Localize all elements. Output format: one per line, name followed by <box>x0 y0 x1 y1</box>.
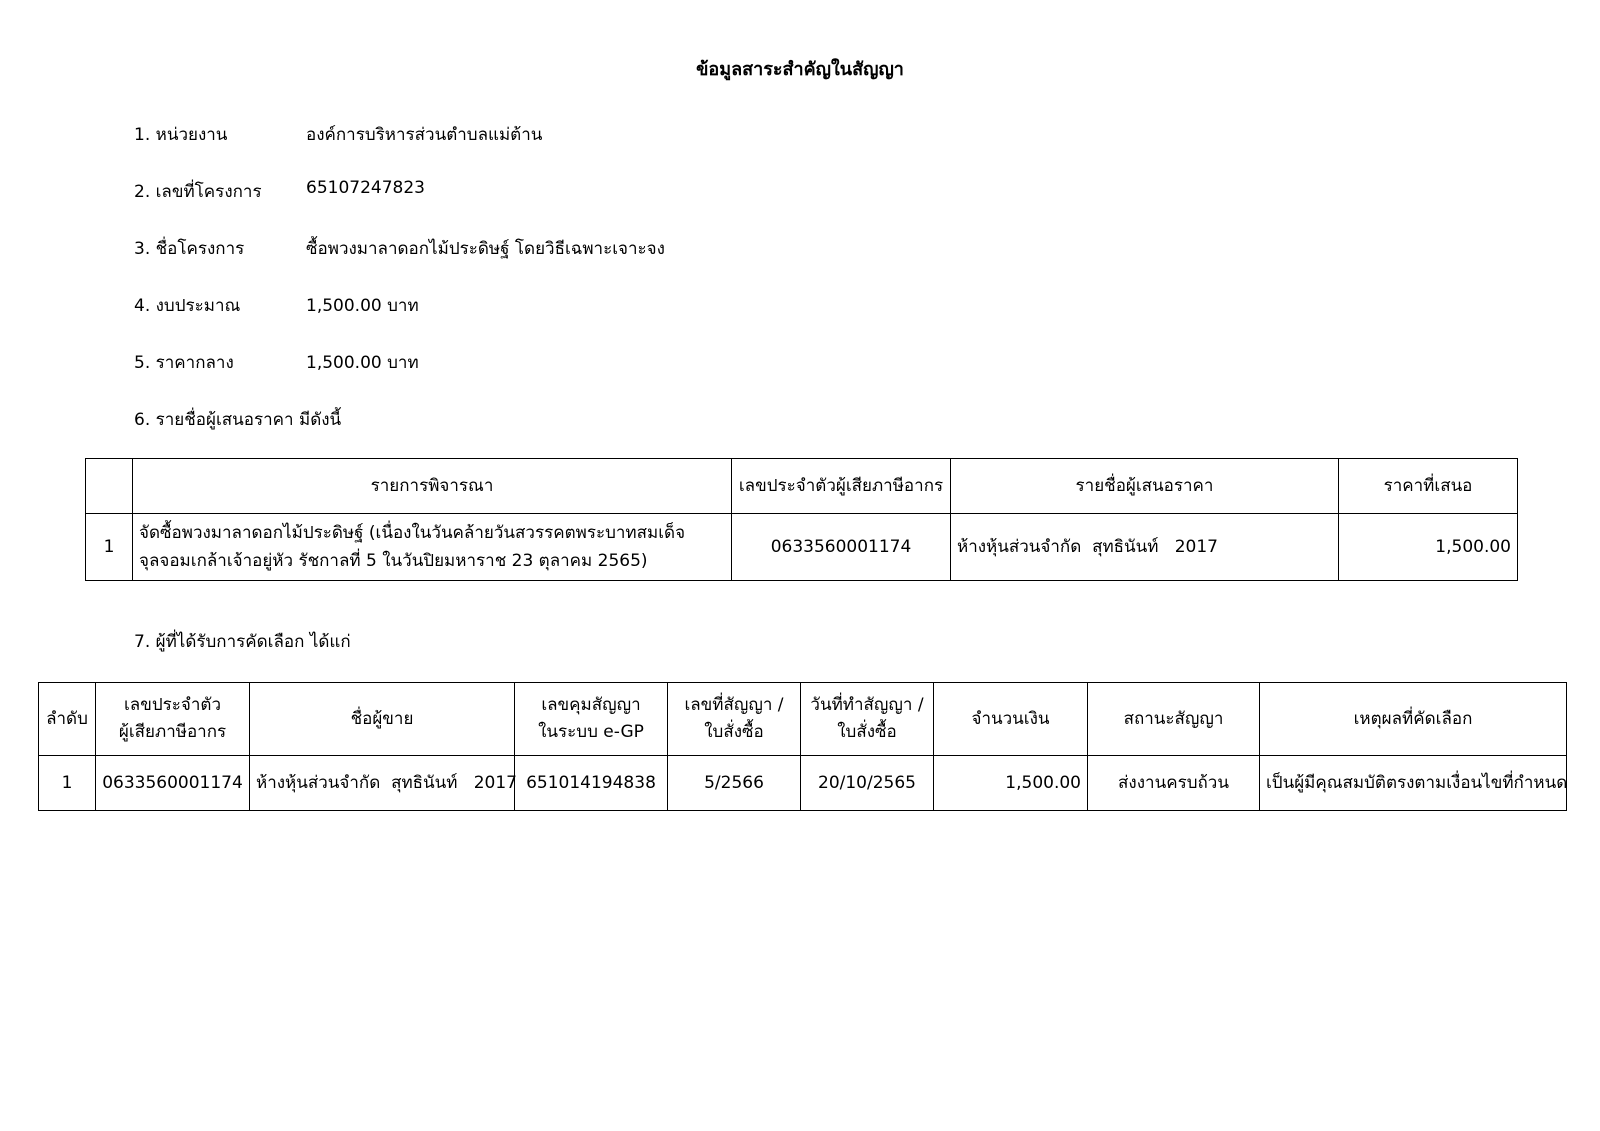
item-line-1: จัดซื้อพวงมาลาดอกไม้ประดิษฐ์ (เนื่องในวันคล้ายวันสวรรคตพระบาทสมเด็จ <box>139 523 686 543</box>
contract-date: 20/10/2565 <box>801 756 934 811</box>
winners-table <box>38 682 1567 811</box>
header-control-no <box>515 683 668 756</box>
row-number: 1 <box>86 514 133 581</box>
info-label: 1. หน่วยงาน <box>134 125 228 145</box>
header-cell: เลขประจำตัวผู้เสียภาษีอากร <box>732 459 951 514</box>
header-line: เลขคุมสัญญา <box>541 695 641 715</box>
info-value: 1,500.00 บาท <box>306 296 419 316</box>
table-row <box>39 756 1567 811</box>
header-line: ในระบบ e-GP <box>538 722 644 742</box>
header-line: ผู้เสียภาษีอากร <box>118 722 227 742</box>
tax-id: 0633560001174 <box>96 756 250 811</box>
info-label: 2. เลขที่โครงการ <box>134 182 262 202</box>
bid-price: 1,500.00 <box>1339 514 1518 581</box>
header-line: เลขประจำตัว <box>124 695 221 715</box>
bidders-table <box>85 458 1518 581</box>
header-line: วันที่ทำสัญญา / <box>810 695 924 715</box>
section-6-heading: 6. รายชื่อผู้เสนอราคา มีดังนี้ <box>134 410 342 430</box>
tax-id: 0633560001174 <box>732 514 951 581</box>
bidder-name: ห้างหุ้นส่วนจำกัด สุทธินันท์ 2017 <box>951 514 1339 581</box>
header-amount: จำนวนเงิน <box>934 683 1088 756</box>
header-reason: เหตุผลที่คัดเลือก <box>1260 683 1567 756</box>
contract-status: ส่งงานครบถ้วน <box>1088 756 1260 811</box>
header-seller: ชื่อผู้ขาย <box>250 683 515 756</box>
header-contract-no <box>668 683 801 756</box>
item-description <box>133 514 732 581</box>
info-value: องค์การบริหารส่วนตำบลแม่ต้าน <box>306 125 543 145</box>
header-cell: ราคาที่เสนอ <box>1339 459 1518 514</box>
header-line: เลขที่สัญญา / <box>684 695 784 715</box>
table-header-row <box>86 459 1518 514</box>
section-7-heading: 7. ผู้ที่ได้รับการคัดเลือก ได้แก่ <box>134 632 351 652</box>
item-line-2: จุลจอมเกล้าเจ้าอยู่หัว รัชกาลที่ 5 ในวันปิยมหาราช 23 ตุลาคม 2565) <box>139 551 648 571</box>
header-line: ใบสั่งซื้อ <box>837 722 897 742</box>
info-value: 1,500.00 บาท <box>306 353 419 373</box>
info-value: ซื้อพวงมาลาดอกไม้ประดิษฐ์ โดยวิธีเฉพาะเจาะจง <box>306 239 665 259</box>
selection-reason: เป็นผู้มีคุณสมบัติตรงตามเงื่อนไขที่กำหนด <box>1260 756 1567 811</box>
info-label: 5. ราคากลาง <box>134 353 234 373</box>
seller-name: ห้างหุ้นส่วนจำกัด สุทธินันท์ 2017 <box>250 756 515 811</box>
header-status: สถานะสัญญา <box>1088 683 1260 756</box>
info-value: 65107247823 <box>306 178 425 198</box>
contract-amount: 1,500.00 <box>934 756 1088 811</box>
document-title: ข้อมูลสาระสำคัญในสัญญา <box>696 59 904 80</box>
header-cell: รายชื่อผู้เสนอราคา <box>951 459 1339 514</box>
header-cell <box>86 459 133 514</box>
info-label: 3. ชื่อโครงการ <box>134 239 245 259</box>
header-tax-id <box>96 683 250 756</box>
row-number: 1 <box>39 756 96 811</box>
header-contract-date <box>801 683 934 756</box>
control-number: 651014194838 <box>515 756 668 811</box>
header-cell: รายการพิจารณา <box>133 459 732 514</box>
header-no: ลำดับ <box>39 683 96 756</box>
table-row <box>86 514 1518 581</box>
table-header-row <box>39 683 1567 756</box>
info-label: 4. งบประมาณ <box>134 296 241 316</box>
contract-number: 5/2566 <box>668 756 801 811</box>
header-line: ใบสั่งซื้อ <box>704 722 764 742</box>
